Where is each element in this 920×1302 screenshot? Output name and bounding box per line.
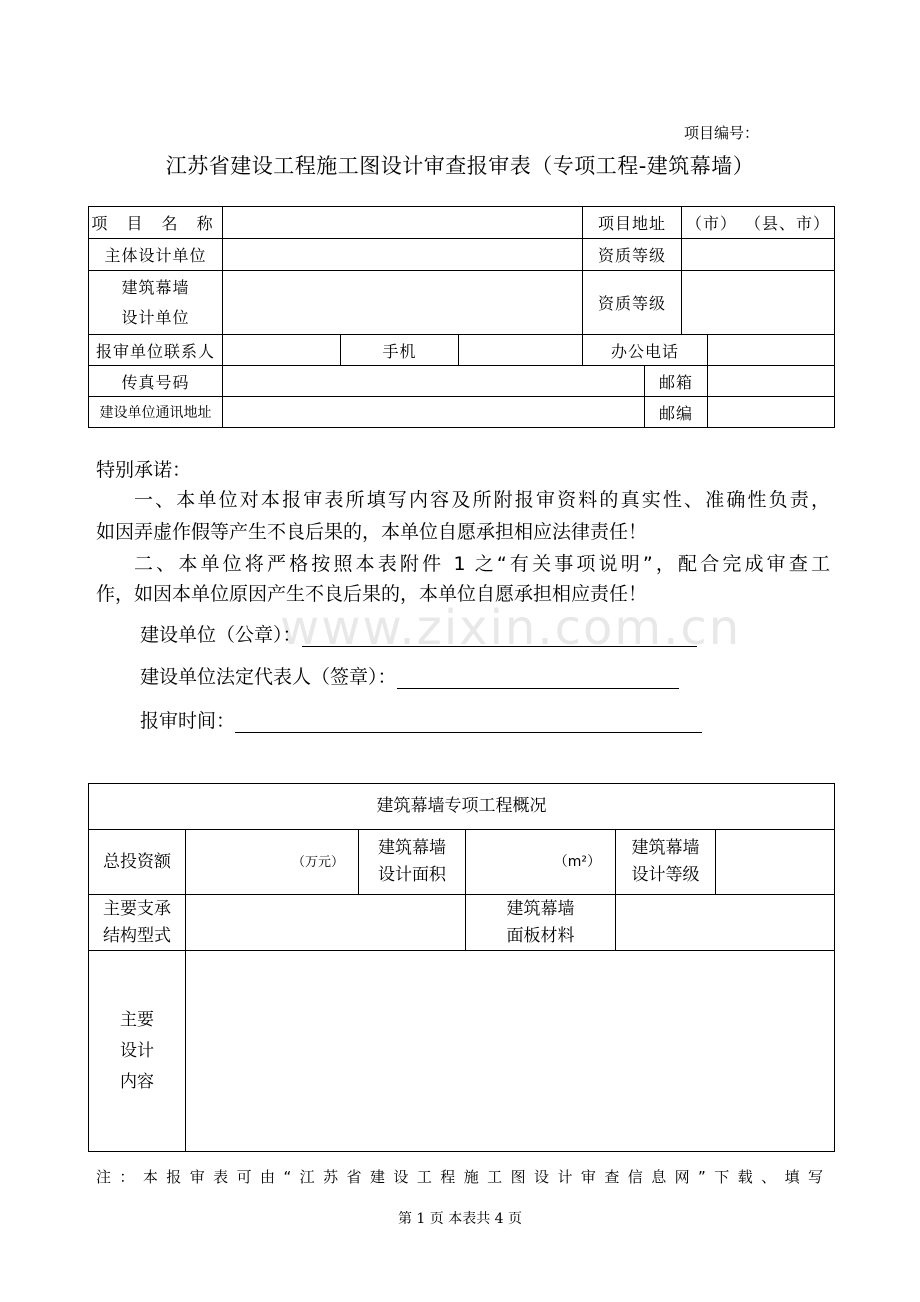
table-row	[89, 207, 835, 239]
main-design-unit-label: 主体设计单位	[89, 239, 223, 271]
city-unit: （市）	[686, 214, 738, 233]
address-label: 建设单位通讯地址	[89, 397, 223, 428]
watermark: www.zixin.com.cn	[280, 600, 742, 656]
project-name-field[interactable]	[223, 207, 583, 239]
panel-material-line2: 面板材料	[506, 925, 575, 946]
design-content-line3: 内容	[120, 1071, 154, 1092]
promise-item2-line2: 作，如因本单位原因产生不良后果的，本单位自愿承担相应责任！	[96, 583, 648, 605]
table-row	[89, 239, 835, 271]
unit-seal-row	[140, 620, 697, 647]
postcode-label: 邮编	[645, 397, 708, 428]
fax-label: 传真号码	[89, 366, 223, 397]
submit-time-line[interactable]	[235, 710, 702, 733]
mobile-field[interactable]	[459, 335, 583, 366]
mobile-label: 手机	[341, 335, 459, 366]
project-address-label: 项目地址	[583, 207, 682, 238]
qualification-group	[583, 239, 835, 271]
unit-seal-line[interactable]	[302, 624, 697, 647]
office-phone-field[interactable]	[708, 335, 835, 366]
table-row	[89, 397, 835, 428]
curtain-design-unit-line2: 设计单位	[121, 307, 190, 327]
fax-field[interactable]	[223, 366, 645, 397]
project-number-label: 项目编号：	[684, 124, 760, 142]
address-field[interactable]	[223, 397, 645, 428]
office-phone-label: 办公电话	[583, 335, 708, 366]
table-row	[89, 271, 835, 335]
project-address-group	[583, 207, 835, 239]
curtain-qualification-group	[583, 271, 835, 335]
design-content-line2: 设计	[120, 1040, 154, 1061]
total-invest-field[interactable]	[186, 830, 359, 895]
table-row	[89, 784, 835, 830]
design-grade-label	[616, 830, 716, 895]
project-name-label: 项 目 名 称	[89, 207, 223, 239]
postcode-field[interactable]	[708, 397, 835, 428]
page-title: 江苏省建设工程施工图设计审查报审表（专项工程-建筑幕墙）	[165, 154, 755, 178]
project-address-field[interactable]	[682, 211, 834, 234]
project-info-table	[88, 206, 835, 428]
curtain-design-unit-line1: 建筑幕墙	[121, 277, 190, 297]
main-design-unit-field[interactable]	[223, 239, 583, 271]
overview-table	[88, 783, 835, 1152]
design-grade-field[interactable]	[716, 830, 835, 895]
legal-rep-row	[140, 662, 679, 689]
contact-field[interactable]	[223, 335, 341, 366]
design-content-line1: 主要	[120, 1009, 154, 1030]
panel-material-label	[466, 895, 616, 951]
county-unit: （县、市）	[745, 214, 831, 233]
qualification-label: 资质等级	[583, 239, 682, 270]
table-row	[89, 335, 835, 366]
design-grade-line1: 建筑幕墙	[631, 838, 700, 858]
design-area-field[interactable]	[466, 830, 616, 895]
promise-heading: 特别承诺：	[96, 459, 192, 481]
promise-item1-line1: 一、本单位对本报审表所填写内容及所附报审资料的真实性、准确性负责，	[134, 489, 830, 511]
legal-rep-line[interactable]	[397, 666, 679, 689]
curtain-qualification-label: 资质等级	[583, 271, 682, 334]
design-area-line2: 设计面积	[378, 865, 446, 885]
curtain-design-unit-label	[89, 271, 223, 335]
overview-title: 建筑幕墙专项工程概况	[89, 784, 835, 830]
page-footer: 第 1 页 本表共 4 页	[397, 1211, 523, 1227]
panel-material-line1: 建筑幕墙	[506, 898, 575, 919]
support-structure-field[interactable]	[186, 895, 466, 951]
wan-yuan-unit: （万元）	[291, 854, 344, 870]
table-row	[89, 830, 835, 895]
table-row	[89, 951, 835, 1152]
email-field[interactable]	[708, 366, 835, 397]
email-label: 邮箱	[645, 366, 708, 397]
contact-label: 报审单位联系人	[89, 335, 223, 366]
total-invest-label: 总投资额	[89, 830, 186, 895]
design-content-field[interactable]	[186, 951, 835, 1152]
design-area-line1: 建筑幕墙	[378, 838, 446, 858]
promise-item1-line2: 如因弄虚作假等产生不良后果的，本单位自愿承担相应法律责任！	[96, 521, 648, 543]
support-structure-label	[89, 895, 186, 951]
design-grade-line2: 设计等级	[631, 865, 700, 885]
submit-time-label: 报审时间：	[140, 710, 236, 732]
submit-time-row	[140, 706, 702, 733]
curtain-design-unit-field[interactable]	[223, 271, 583, 335]
table-row	[89, 366, 835, 397]
promise-item2-line1: 二、本单位将严格按照本表附件 1 之“有关事项说明”，配合完成审查工	[134, 553, 830, 575]
note-text: 注：本报审表可由“江苏省建设工程施工图设计审查信息网”下载、填写	[96, 1168, 823, 1186]
sqm-unit: （m²）	[553, 853, 601, 870]
panel-material-field[interactable]	[616, 895, 835, 951]
support-structure-line2: 结构型式	[103, 925, 171, 946]
design-content-label	[89, 951, 186, 1152]
design-area-label	[359, 830, 466, 895]
table-row	[89, 895, 835, 951]
unit-seal-label: 建设单位（公章）：	[140, 624, 302, 646]
legal-rep-label: 建设单位法定代表人（签章）：	[140, 666, 397, 688]
support-structure-line1: 主要支承	[103, 898, 171, 919]
